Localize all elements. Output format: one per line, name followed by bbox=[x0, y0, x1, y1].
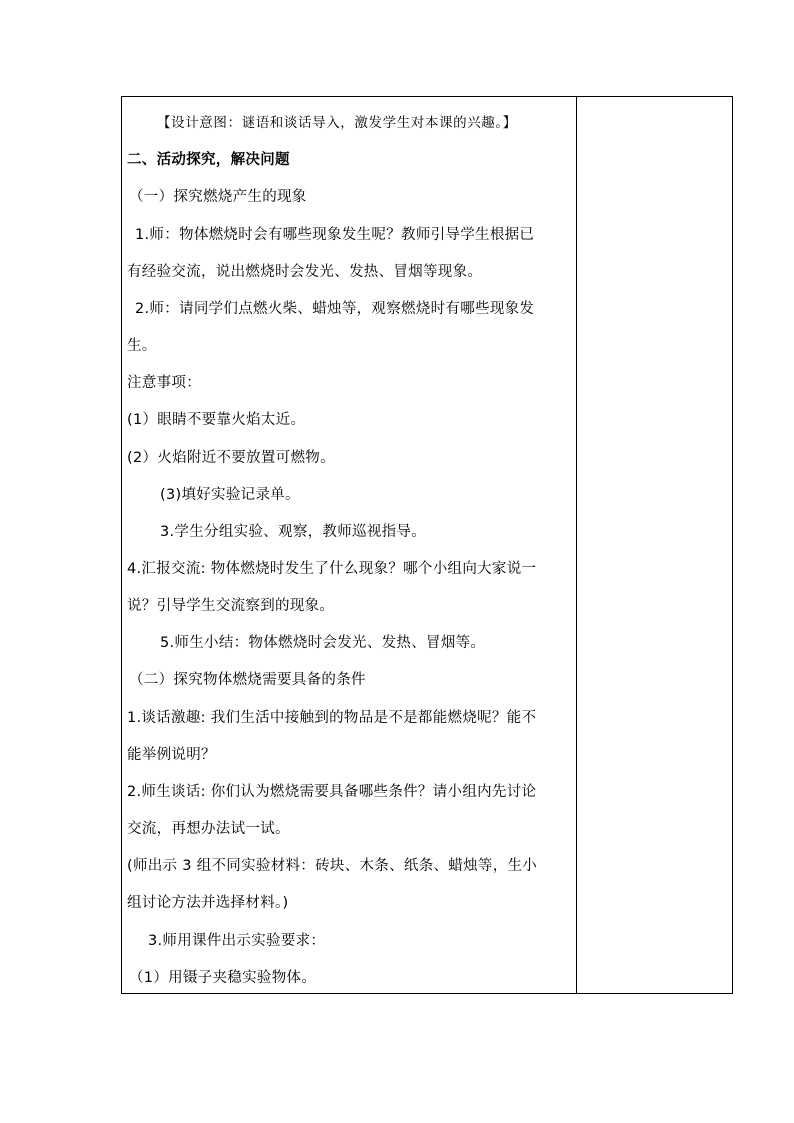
note-item-1: (1）眼睛不要靠火焰太近。 bbox=[127, 412, 306, 428]
paragraph-4-line-1: 4.汇报交流: 物体燃烧时发生了什么现象？哪个小组向大家说一 bbox=[127, 561, 537, 577]
notes-column-cell bbox=[577, 97, 732, 993]
question-1-line-1: 1.谈话激趣: 我们生活中接触到的物品是不是都能燃烧呢？能不 bbox=[127, 710, 537, 726]
paragraph-5: 5.师生小结：物体燃烧时会发光、发热、冒烟等。 bbox=[160, 635, 486, 651]
paragraph-1-line-1: 1.师：物体燃烧时会有哪些现象发生呢？教师引导学生根据已 bbox=[135, 227, 535, 243]
note-item-2: (2）火焰附近不要放置可燃物。 bbox=[127, 450, 335, 466]
paragraph-2-line-2: 生。 bbox=[127, 338, 157, 354]
paragraph-3: 3.学生分组实验、观察，教师巡视指导。 bbox=[160, 524, 427, 540]
materials-note-line-1: (师出示 3 组不同实验材料：砖块、木条、纸条、蜡烛等，生小 bbox=[127, 858, 538, 874]
design-intent: 【设计意图：谜语和谈话导入，激发学生对本课的兴趣。】 bbox=[157, 115, 517, 131]
materials-note-line-2: 组讨论方法并选择材料。) bbox=[127, 895, 289, 911]
question-3: 3.师用课件出示实验要求： bbox=[148, 933, 326, 949]
paragraph-2-line-1: 2.师：请同学们点燃火柴、蜡烛等，观察燃烧时有哪些现象发 bbox=[135, 301, 535, 317]
paragraph-1-line-2: 有经验交流，说出燃烧时会发光、发热、冒烟等现象。 bbox=[127, 264, 483, 280]
requirement-item-1: （1）用镊子夹稳实验物体。 bbox=[129, 970, 317, 986]
question-2-line-1: 2.师生谈话: 你们认为燃烧需要具备哪些条件？请小组内先讨论 bbox=[127, 784, 537, 800]
paragraph-4-line-2: 说？引导学生交流察到的现象。 bbox=[127, 598, 335, 614]
subsection-heading-1: （一）探究燃烧产生的现象 bbox=[129, 189, 307, 205]
question-1-line-2: 能举例说明？ bbox=[127, 747, 216, 763]
section-heading: 二、活动探究，解决问题 bbox=[127, 152, 290, 168]
subsection-heading-2: （二）探究物体燃烧需要具备的条件 bbox=[129, 672, 366, 688]
notes-heading: 注意事项： bbox=[127, 375, 201, 391]
note-item-3: (3)填好实验记录单。 bbox=[160, 487, 300, 503]
question-2-line-2: 交流，再想办法试一试。 bbox=[127, 821, 290, 837]
